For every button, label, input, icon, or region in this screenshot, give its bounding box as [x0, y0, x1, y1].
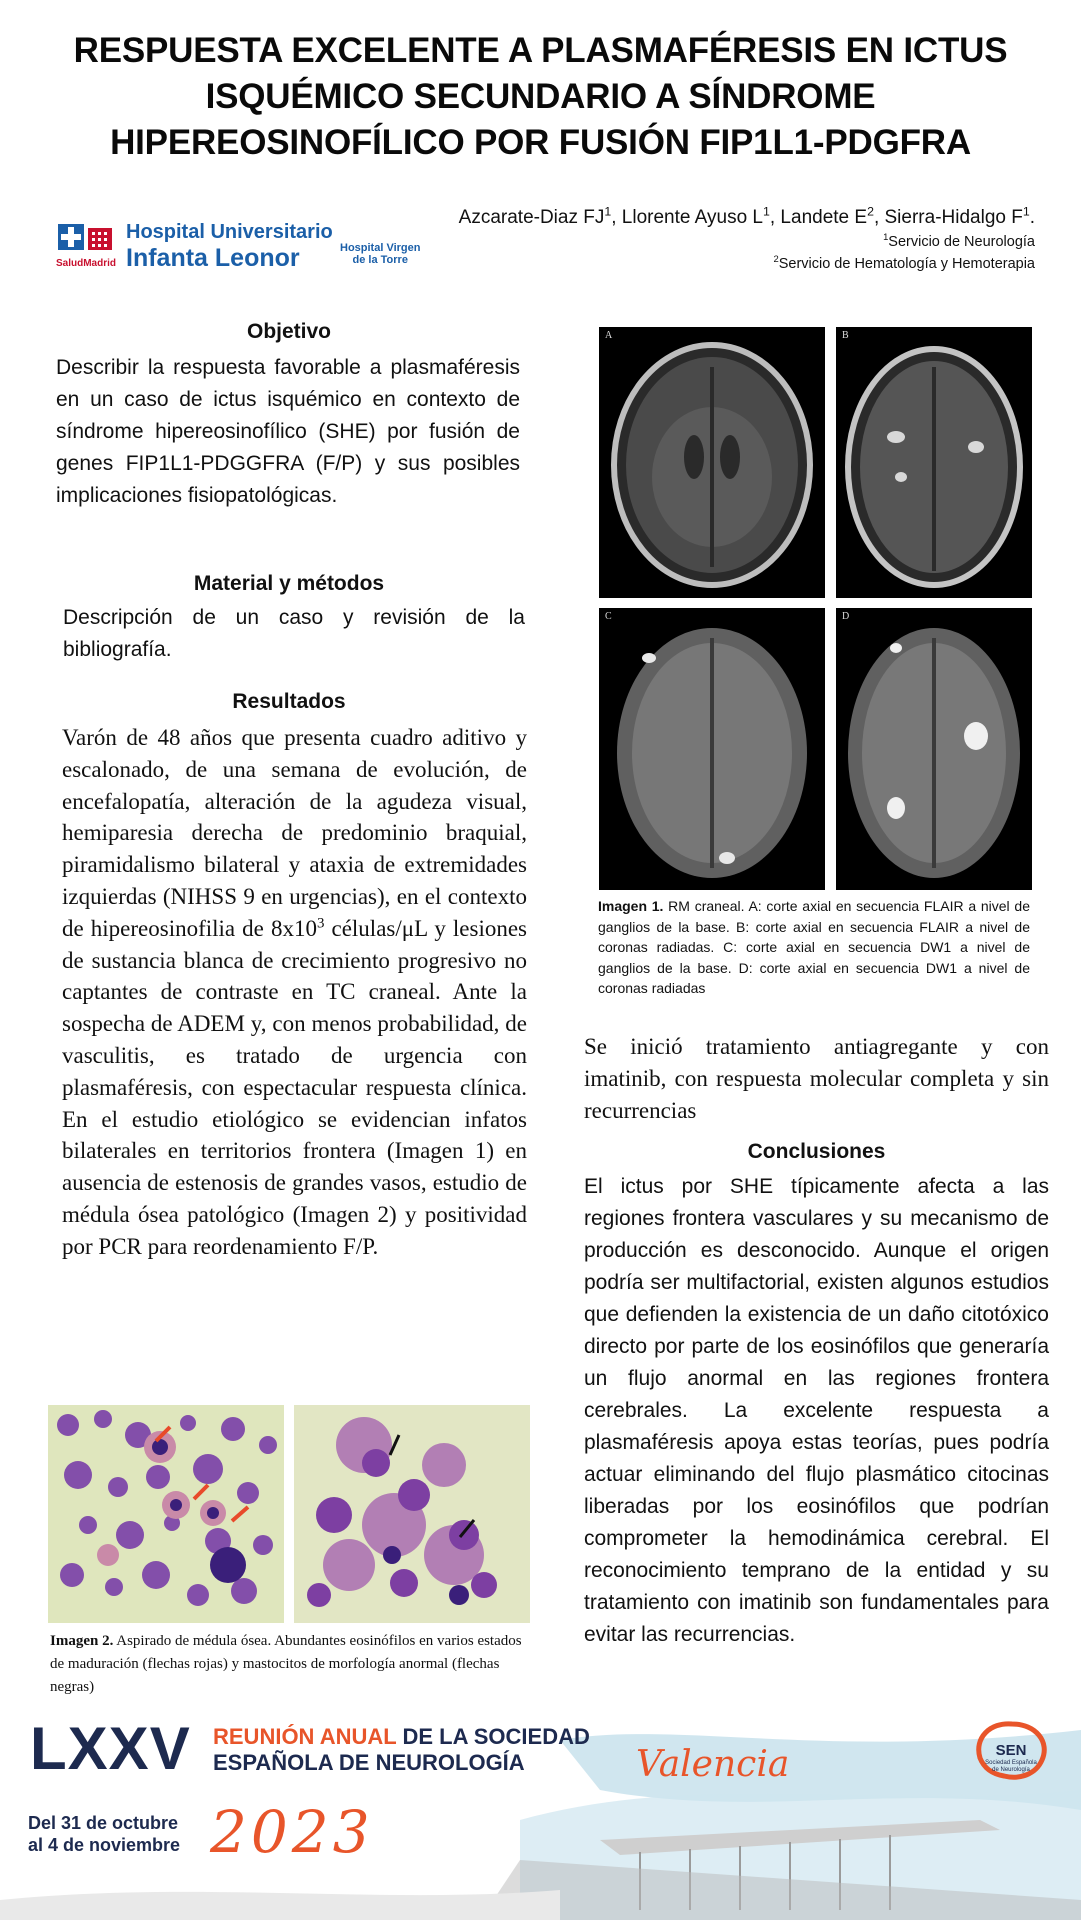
author-3-sup: 2 [867, 204, 874, 219]
congress-year: 2023 [210, 1798, 374, 1866]
author-3: , Landete E [769, 207, 868, 228]
tratamiento-text: Se inició tratamiento antiagregante y con imatinib, con respuesta molecular completa y sin recurrencias [584, 1034, 1049, 1123]
mri-label-a: A [605, 330, 613, 341]
logo-virgen: Hospital Virgen de la Torre [340, 242, 421, 266]
logo-line-1: Hospital Universitario [126, 221, 333, 243]
author-4: , Sierra-Hidalgo F [873, 207, 1023, 228]
mri-panel-c [599, 608, 825, 890]
logo-line-2: Infanta Leonor [126, 244, 300, 272]
conclusiones-heading: Conclusiones [747, 1140, 886, 1163]
resultados-heading: Resultados [232, 690, 346, 713]
objetivo-heading: Objetivo [246, 320, 331, 343]
imagen1-caption: Imagen 1. RM craneal. A: corte axial en secuencia FLAIR a nivel de ganglios de la base. B: corte axial en secuencia FLAIR a nivel de coronas radiadas. C: corte axial en secuencia DW1 a nivel de ganglios de la base. D: corte axial en secuencia DW1 a nivel de coronas radiadas [598, 898, 1030, 996]
title-line-3: HIPEREOSINOFÍLICO POR FUSIÓN FIP1L1-PDGFRA [110, 123, 971, 162]
resultados-text: Varón de 48 años que presenta cuadro aditivo y escalonado, de una semana de evolución, de encefalopatía, alteración de la agudeza visual, hemiparesia derecha de predominio braquial, piramidalismo bilateral y ataxia de extremidades izquierdas (NIHSS 9 en urgencias), en el contexto de hipereosinofilia de $8x10^3$ células/μL y lesiones de sustancia blanca de crecimiento progresivo no captantes de contraste en TC craneal. Ante la sospecha de ADEM y, con menos probabilidad, de vasculitis, es tratado de urgencia con plasmaféresis, con espectacular respuesta clínica. En el estudio etiológico se evidencian infatos bilaterales en territorios frontera (Imagen 1) en ausencia de estenosis de grandes vasos, estudio de médula ósea patológico (Imagen 2) y positividad por PCR para reordenamiento F/P. [62, 725, 528, 1259]
mri-panel-b [836, 327, 1032, 598]
mri-label-c: C [605, 611, 612, 622]
conclusiones-text: El ictus por SHE típicamente afecta a las regiones frontera vasculares y su mecanismo de producción es desconocido. Aunque el origen podría ser multifactorial, existen algunos estudios que defienden la existencia de un daño citotóxico directo por parte de los eosinófilos que generaría un flujo anormal en las regiones frontera cerebrales. La excelente respuesta a plasmaféresis apoya estas teorías, pues podría actuar eliminando del flujo plasmático citocinas liberadas por los eosinófilos que podrían comprometer la hemodinámica cerebral. El reconocimiento temprano de la entidad y su tratamiento con imatinib son fundamentales para evitar las recurrencias. [584, 1175, 1049, 1646]
author-2: , Llorente Ayuso L [611, 207, 763, 228]
mri-label-b: B [842, 330, 849, 341]
title-line-2: ISQUÉMICO SECUNDARIO A SÍNDROME [205, 77, 876, 116]
sen-subtitle: Sociedad Española de Neurología [985, 1760, 1037, 1773]
congress-dates: Del 31 de octubre al 4 de noviembre [28, 1813, 181, 1855]
sen-text: SEN [995, 1742, 1027, 1759]
affiliation-1: $^1$Servicio de Neurología [883, 231, 1035, 250]
authors [459, 205, 1035, 231]
mri-label-d: D [842, 611, 850, 622]
author-1-sup: 1 [604, 204, 612, 219]
mri-panel-a [599, 327, 825, 598]
mri-panel-d [836, 608, 1032, 890]
material-text: Descripción de un caso y revisión de la bibliografía. [63, 606, 525, 661]
congress-banner [0, 1700, 1081, 1920]
congress-name: REUNIÓN ANUAL DE LA SOCIEDAD ESPAÑOLA DE NEUROLOGÍA [213, 1724, 590, 1775]
author-2-sup: 1 [763, 204, 770, 219]
author-4-sup: 1 [1022, 204, 1030, 219]
bone-marrow-image-left [48, 1405, 284, 1623]
imagen2-caption: Imagen 2. Aspirado de médula ósea. Abundantes eosinófilos en varios estados de maduración (flechas rojas) y mastocitos de morfología anormal (flechas negras) [50, 1633, 522, 1695]
hospital-logo [56, 222, 436, 272]
bone-marrow-image-right [294, 1405, 530, 1623]
author-1: Azcarate-Diaz FJ [458, 207, 605, 228]
congress-city: Valencia [636, 1744, 790, 1785]
author-end: . [1029, 207, 1035, 228]
material-heading: Material y métodos [193, 572, 385, 595]
poster-title [40, 28, 1041, 166]
saludmadrid-text: SaludMadrid [56, 258, 117, 269]
affiliation-2: $^2$Servicio de Hematología y Hemoterapia [773, 253, 1035, 272]
objetivo-text: Describir la respuesta favorable a plasmaféresis en un caso de ictus isquémico en contexto de síndrome hipereosinofílico (SHE) por fusión de genes FIP1L1-PDGGFRA (F/P) y sus posibles implicaciones fisiopatológicas. [56, 356, 520, 507]
title-line-1: RESPUESTA EXCELENTE A PLASMAFÉRESIS EN ICTUS [73, 31, 1008, 70]
congress-number: LXXV [30, 1715, 191, 1782]
